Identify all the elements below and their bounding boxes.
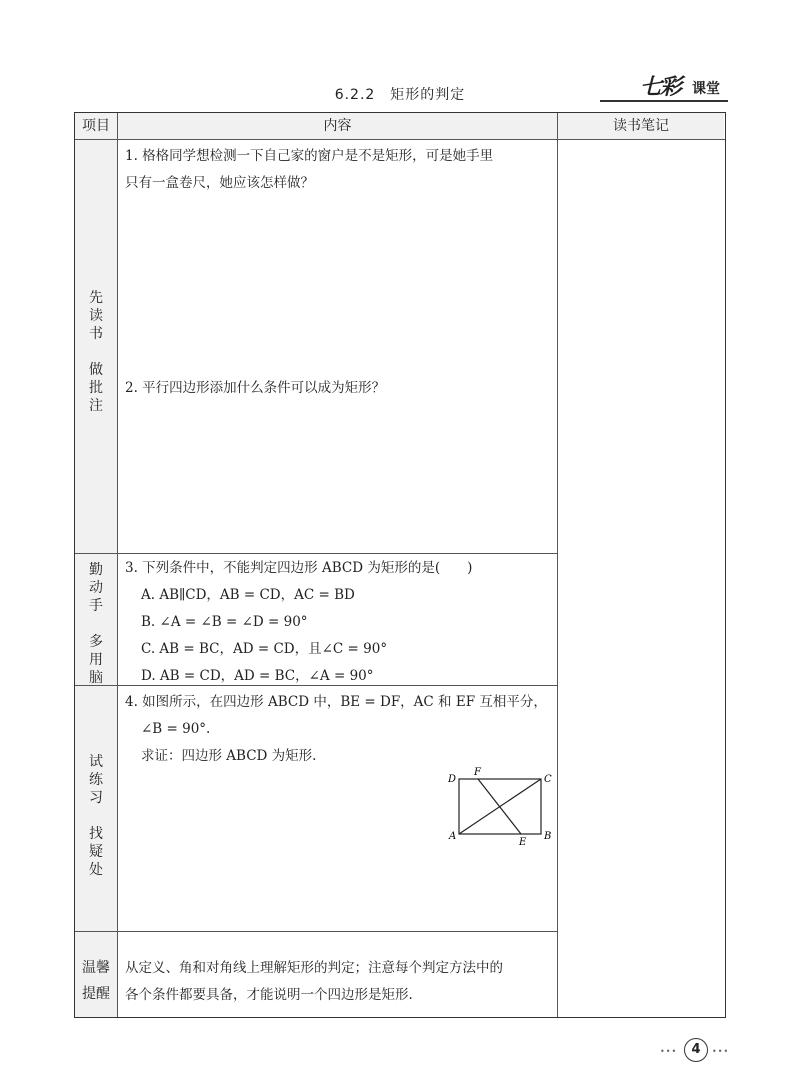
section-label-try: 试 练 习 找 疑 处: [89, 754, 103, 878]
section-label-read: 先 读 书 做 批 注: [89, 290, 103, 414]
tip-line-2: 各个条件都要具备，才能说明一个四边形是矩形.: [125, 987, 413, 1003]
brand-main: 七彩: [640, 74, 681, 100]
tip-text: [125, 955, 555, 1009]
question-4-line-2: ∠B = 90°.: [141, 721, 211, 737]
label-b: B: [544, 831, 552, 842]
label-e: E: [519, 837, 527, 845]
question-3-option-b: B. ∠A = ∠B = ∠D = 90°: [141, 614, 308, 630]
page-number-badge: 4: [684, 1038, 708, 1062]
column-header-content: 内容: [118, 113, 557, 139]
question-3-option-d: D. AB = CD，AD = BC，∠A = 90°: [141, 668, 374, 684]
question-3: [125, 555, 555, 690]
page-dots-left: •••: [660, 1047, 678, 1056]
label-f: F: [474, 767, 481, 778]
question-3-option-a: A. AB∥CD，AB = CD，AC = BD: [141, 587, 355, 603]
question-3-option-c: C. AB = BC，AD = CD，且∠C = 90°: [141, 641, 388, 657]
section-label-tip: 温馨 提醒: [82, 960, 110, 1002]
page-header-title: 6.2.2 矩形的判定: [334, 87, 466, 103]
rectangle-figure: [447, 765, 557, 845]
question-1-line-1: 1. 格格同学想检测一下自己家的窗户是不是矩形，可是她手里: [125, 148, 494, 164]
divider: [75, 139, 725, 140]
page-number: [660, 1038, 732, 1062]
label-a: A: [449, 831, 457, 842]
question-4: [125, 689, 555, 770]
column-header-notes: 读书笔记: [558, 113, 724, 139]
question-2-line-1: 2. 平行四边形添加什么条件可以成为矩形？: [125, 380, 386, 396]
brand-sub: 课堂: [692, 81, 720, 97]
header-divider: [600, 100, 728, 102]
divider: [75, 931, 558, 932]
question-2: [125, 375, 555, 402]
worksheet-table: [74, 112, 726, 1018]
question-4-line-3: 求证：四边形 ABCD 为矩形.: [141, 748, 317, 764]
page-dots-right: •••: [712, 1047, 730, 1056]
segment-ef: [478, 779, 521, 834]
tip-line-1: 从定义、角和对角线上理解矩形的判定；注意每个判定方法中的: [125, 960, 503, 976]
brand-logo: [640, 70, 730, 100]
label-c: C: [544, 774, 552, 785]
divider: [75, 553, 558, 554]
question-1: [125, 143, 555, 197]
divider: [117, 113, 118, 1017]
question-1-line-2: 只有一盒卷尺，她应该怎样做？: [125, 175, 314, 191]
label-d: D: [448, 774, 457, 785]
divider: [557, 113, 558, 1017]
question-4-line-1: 4. 如图所示，在四边形 ABCD 中，BE = DF，AC 和 EF 互相平分，: [125, 694, 547, 710]
column-header-item: 项目: [75, 113, 117, 139]
section-label-practice: 勤 动 手 多 用 脑: [89, 562, 103, 686]
question-3-stem: 3. 下列条件中，不能判定四边形 ABCD 为矩形的是( ): [125, 560, 473, 576]
